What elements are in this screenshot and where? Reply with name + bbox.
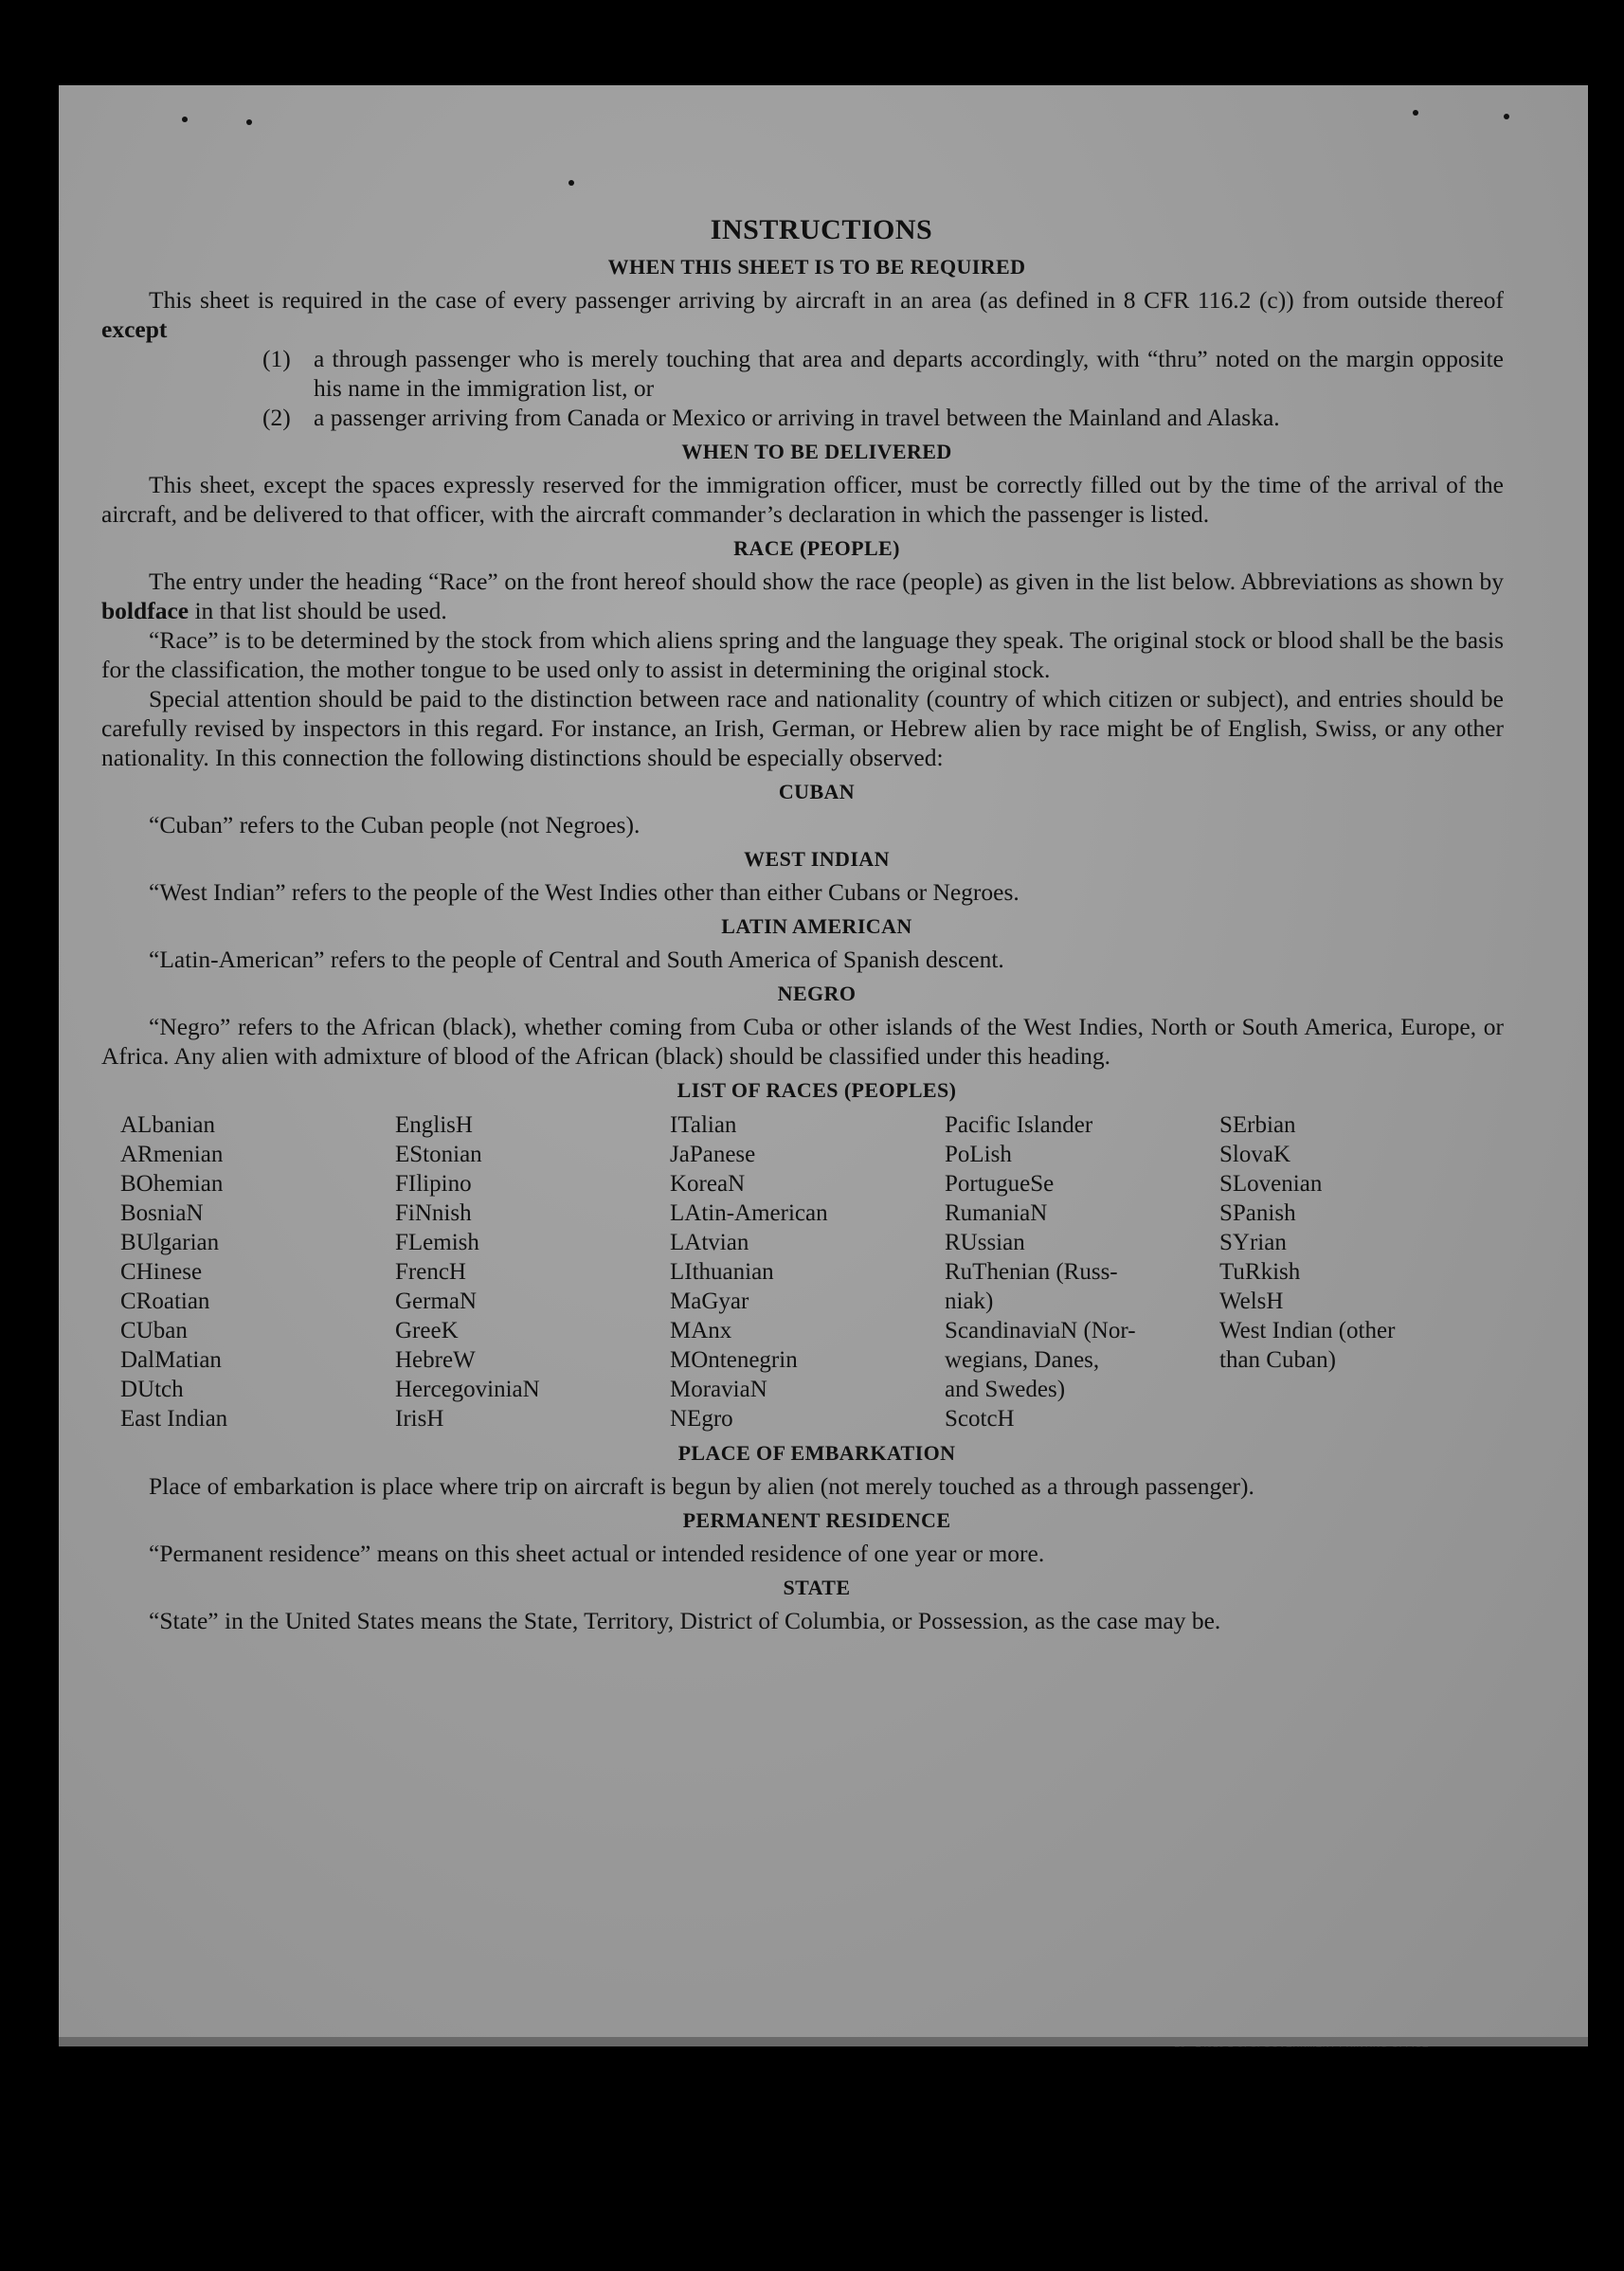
race-item: LAtvian bbox=[670, 1230, 749, 1255]
race-column bbox=[395, 1110, 670, 1433]
heading-embarkation: PLACE OF EMBARKATION bbox=[677, 1441, 956, 1465]
race-item: East Indian bbox=[120, 1406, 228, 1432]
exception-number: (1) bbox=[262, 345, 291, 372]
race-item: ARmenian bbox=[120, 1142, 224, 1167]
race-p1-text: The entry under the heading “Race” on the front hereof should show the race (people) as given in the list below. Abbreviations as shown by bbox=[149, 568, 1504, 595]
race-item: HebreW bbox=[395, 1347, 476, 1373]
race-item: FLemish bbox=[395, 1230, 479, 1255]
race-item: RuThenian (Russ- niak) bbox=[945, 1259, 1118, 1314]
heading-residence: PERMANENT RESIDENCE bbox=[682, 1508, 951, 1532]
race-item: SlovaK bbox=[1219, 1142, 1290, 1167]
embarkation-text: Place of embarkation is place where trip on aircraft is begun by alien (not merely touched as a through passenger). bbox=[149, 1472, 1254, 1500]
race-item: SLovenian bbox=[1219, 1171, 1323, 1197]
race-item: WelsH bbox=[1219, 1289, 1284, 1314]
heading-negro: NEGRO bbox=[777, 982, 857, 1005]
state-text: “State” in the United States means the State, Territory, District of Columbia, or Possession, as the case may be. bbox=[149, 1607, 1221, 1634]
race-item: NEgro bbox=[670, 1406, 733, 1432]
race-item: PortugueSe bbox=[945, 1171, 1055, 1197]
heading-cuban: CUBAN bbox=[778, 780, 856, 803]
race-item: ITalian bbox=[670, 1112, 737, 1138]
latin-american-text: “Latin-American” refers to the people of Central and South America of Spanish descent. bbox=[149, 946, 1004, 973]
race-column bbox=[670, 1110, 945, 1433]
exception-text: a passenger arriving from Canada or Mexico or arriving in travel between the Mainland and Alaska. bbox=[314, 404, 1280, 431]
race-column bbox=[945, 1110, 1219, 1433]
exception-item bbox=[101, 403, 1504, 432]
race-paragraph-1 bbox=[101, 567, 1504, 625]
race-item: MOntenegrin bbox=[670, 1347, 798, 1373]
race-item: ScandinaviaN (Nor- wegians, Danes, and Swedes) bbox=[945, 1318, 1136, 1402]
race-column bbox=[1219, 1110, 1494, 1433]
race-item: SPanish bbox=[1219, 1200, 1296, 1226]
heading-list-of-races: LIST OF RACES (PEOPLES) bbox=[677, 1078, 957, 1102]
race-p1-end: in that list should be used. bbox=[189, 597, 447, 624]
race-item: GermaN bbox=[395, 1289, 478, 1314]
race-item: LIthuanian bbox=[670, 1259, 774, 1285]
race-item: SYrian bbox=[1219, 1230, 1287, 1255]
residence-text: “Permanent residence” means on this sheet actual or intended residence of one year or more. bbox=[149, 1540, 1045, 1567]
heading-west-indian: WEST INDIAN bbox=[744, 847, 890, 871]
heading-race: RACE (PEOPLE) bbox=[733, 536, 900, 560]
speck bbox=[568, 180, 574, 186]
race-item: West Indian (other than Cuban) bbox=[1219, 1318, 1396, 1373]
exception-item bbox=[101, 344, 1504, 403]
race-item: FrencH bbox=[395, 1259, 466, 1285]
heading-required: WHEN THIS SHEET IS TO BE REQUIRED bbox=[607, 255, 1026, 279]
required-intro-except: except bbox=[101, 315, 168, 343]
page-title: INSTRUCTIONS bbox=[710, 214, 933, 245]
speck bbox=[1504, 114, 1509, 119]
race-item: DalMatian bbox=[120, 1347, 222, 1373]
race-item: LAtin-American bbox=[670, 1200, 828, 1226]
race-item: EStonian bbox=[395, 1142, 482, 1167]
race-item: BOhemian bbox=[120, 1171, 224, 1197]
speck bbox=[1413, 110, 1418, 116]
required-intro bbox=[101, 285, 1504, 344]
heading-latin-american: LATIN AMERICAN bbox=[721, 914, 912, 938]
document-body bbox=[101, 213, 1504, 1635]
race-item: RumaniaN bbox=[945, 1200, 1048, 1226]
race-item: JaPanese bbox=[670, 1142, 756, 1167]
exception-text: a through passenger who is merely touching that area and departs accordingly, with “thru” noted on the margin opposite his name in the immigration list, or bbox=[314, 345, 1504, 402]
race-p1-boldface: boldface bbox=[101, 597, 189, 624]
race-item: GreeK bbox=[395, 1318, 459, 1343]
heading-state: STATE bbox=[783, 1576, 851, 1599]
race-paragraph-2: “Race” is to be determined by the stock from which aliens spring and the language they speak. The original stock or blood shall be the basis for the classification, the mother tongue to be used only to assist in determining the original stock. bbox=[101, 626, 1504, 683]
race-item: ScotcH bbox=[945, 1406, 1015, 1432]
speck bbox=[246, 119, 252, 125]
race-column bbox=[120, 1110, 395, 1433]
required-intro-text: This sheet is required in the case of every passenger arriving by aircraft in an area (as defined in 8 CFR 116.2 (c)) from outside thereof bbox=[149, 286, 1504, 314]
race-item: FiNnish bbox=[395, 1200, 472, 1226]
race-item: CHinese bbox=[120, 1259, 203, 1285]
race-item: CRoatian bbox=[120, 1289, 210, 1314]
west-indian-text: “West Indian” refers to the people of the West Indies other than either Cubans or Negroes. bbox=[149, 878, 1020, 906]
race-item: SErbian bbox=[1219, 1112, 1296, 1138]
exception-number: (2) bbox=[262, 404, 291, 431]
race-item: PoLish bbox=[945, 1142, 1012, 1167]
negro-text: “Negro” refers to the African (black), whether coming from Cuba or other islands of the West Indies, North or South America, Europe, or Africa. Any alien with admixture of blood of the African (black) should be classified under this heading. bbox=[101, 1013, 1504, 1070]
race-item: ALbanian bbox=[120, 1112, 215, 1138]
race-list bbox=[101, 1110, 1504, 1433]
race-item: DUtch bbox=[120, 1377, 184, 1402]
cuban-text: “Cuban” refers to the Cuban people (not Negroes). bbox=[149, 811, 641, 838]
race-item: BosniaN bbox=[120, 1200, 204, 1226]
race-item: EnglisH bbox=[395, 1112, 473, 1138]
race-item: MoraviaN bbox=[670, 1377, 767, 1402]
heading-delivered: WHEN TO BE DELIVERED bbox=[681, 440, 952, 463]
race-item: RUssian bbox=[945, 1230, 1025, 1255]
race-item: Pacific Islander bbox=[945, 1112, 1093, 1138]
speck bbox=[182, 117, 188, 122]
race-item: CUban bbox=[120, 1318, 188, 1343]
race-item: KoreaN bbox=[670, 1171, 746, 1197]
race-paragraph-3: Special attention should be paid to the distinction between race and nationality (country of which citizen or subject), and entries should be carefully revised by inspectors in this regard. For instance, an Irish, German, or Hebrew alien by race might be of English, Swiss, or any other nationality. In this connection the following distinctions should be especially observed: bbox=[101, 685, 1504, 771]
race-item: MAnx bbox=[670, 1318, 732, 1343]
delivered-text: This sheet, except the spaces expressly reserved for the immigration officer, must be correctly filled out by the time of the arrival of the aircraft, and be delivered to that officer, with the aircraft commander’s declaration in which the passenger is listed. bbox=[101, 471, 1504, 528]
scan-edge bbox=[59, 2037, 1588, 2046]
race-item: TuRkish bbox=[1219, 1259, 1301, 1285]
race-item: MaGyar bbox=[670, 1289, 749, 1314]
document-sheet bbox=[59, 85, 1588, 2037]
race-item: HercegoviniaN bbox=[395, 1377, 540, 1402]
race-item: IrisH bbox=[395, 1406, 444, 1432]
race-item: BUlgarian bbox=[120, 1230, 220, 1255]
race-item: FIlipino bbox=[395, 1171, 472, 1197]
